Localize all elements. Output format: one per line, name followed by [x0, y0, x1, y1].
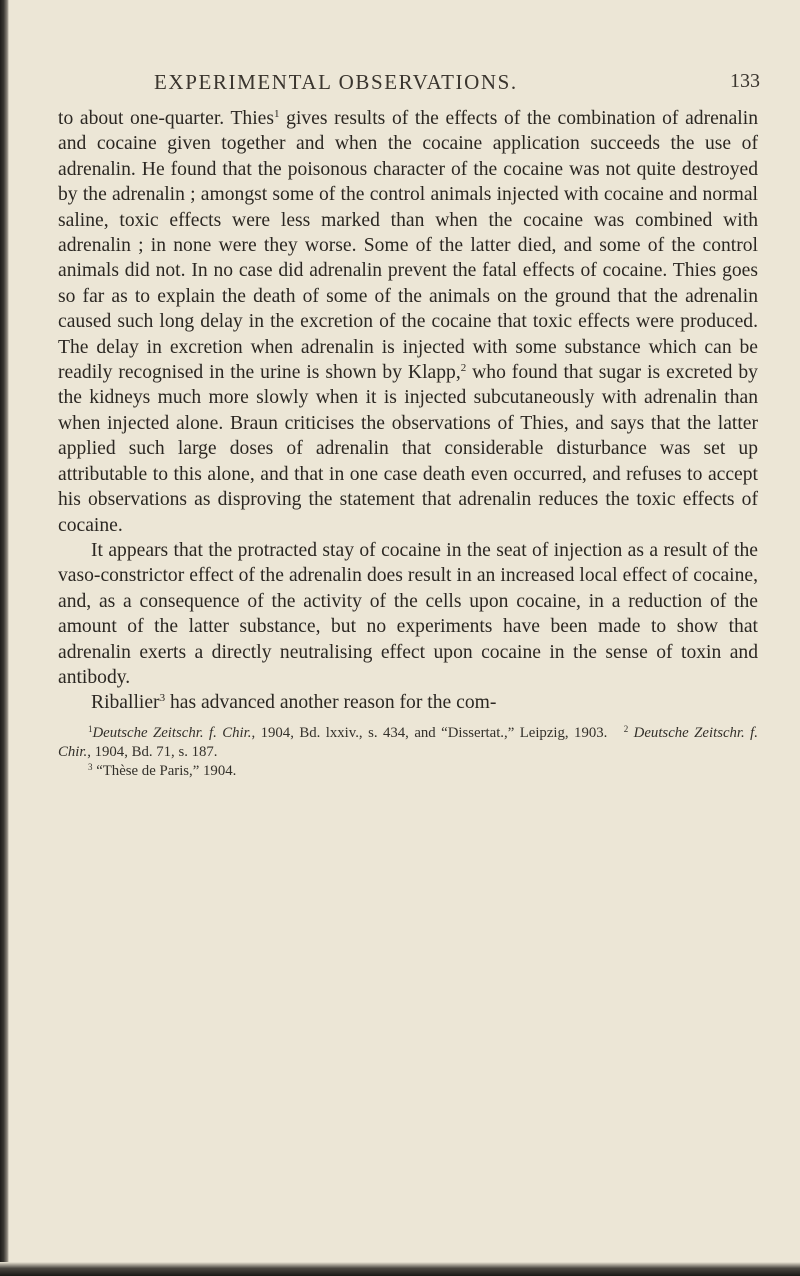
footnote-1-journal: Deutsche Zeitschr. f. Chir. — [92, 724, 252, 741]
footnote-3 — [58, 762, 758, 781]
footnote-ref-1: 1 — [274, 108, 280, 120]
body-text — [58, 106, 758, 716]
book-page — [58, 70, 758, 781]
footnote-ref-2: 2 — [460, 362, 467, 375]
paragraph-1-part-b: gives results of the effects of the combination of adrenalin and cocaine given together and when the cocaine application succeeds the use of adrenalin. He found that the poisonous character of the cocaine was not quite destroyed by the adrenalin ; amongst some of the control animals injected with cocaine and normal saline, toxic effects were less marked than when the cocaine was combined with adrenalin ; in none were they worse. Some of the latter died, and some of the control animals did not. In no case did adrenalin prevent the fatal effects of cocaine. Thies goes so far as to explain the death of some of the animals on the ground that the adrenalin caused such long delay in the excretion of the cocaine that toxic effects were produced. The delay in excretion when adrenalin is injected with some substance which can be readily recognised in the urine is shown by Klapp, — [58, 108, 758, 384]
paragraph-2: It appears that the protracted stay of cocaine in the seat of injection as a result of the vaso-constrictor effect of the adrenalin does result in an increased local effect of cocaine, and, as a consequence of the activity of the cells upon cocaine, in a reduction of the amount of the latter substance, but no experiments have been made to show that adrenalin exerts a directly neutralising effect upon cocaine in the sense of toxin and antibody. — [58, 539, 758, 688]
paragraph-3-part-a: Riballier — [91, 692, 160, 714]
paragraph-1-part-a: to about one-quarter. Thies — [58, 108, 274, 129]
footnote-ref-3: 3 — [159, 692, 166, 705]
paragraph-3 — [58, 690, 758, 715]
footnote-1-number: 1 — [88, 723, 93, 734]
footnote-3-number: 3 — [88, 761, 93, 772]
footnote-2-journal: Deutsche Zeitschr. f. Chir. — [58, 724, 758, 760]
paragraph-3-part-b: has advanced another reason for the com- — [165, 692, 497, 714]
page-binding-shadow — [0, 0, 9, 1276]
page-number: 133 — [730, 70, 760, 92]
running-head — [58, 70, 758, 106]
paragraph-1-part-c: who found that sugar is excreted by the kidneys much more slowly when it is injected subcutaneously with adrenalin than when injected alone. Braun criticises the observations of Thies, and says that the latter applied such large doses of adrenalin that considerable disturbance was set up attributable to this alone, and that in one case death even occurred, and refuses to accept his observations as disproving the statement that adrenalin reduces the toxic effects of cocaine. — [58, 362, 758, 536]
footnotes — [58, 724, 758, 781]
footnote-1-text: , 1904, Bd. lxxiv., s. 434, and “Dissertat.,” Leipzig, 1903. — [251, 724, 608, 741]
footnote-2-number: 2 — [623, 723, 629, 734]
footnote-1-and-2 — [58, 724, 758, 762]
footnote-2-text: , 1904, Bd. 71, s. 187. — [87, 743, 218, 760]
footnote-3-text: “Thèse de Paris,” 1904. — [96, 762, 237, 779]
paragraph-1 — [58, 106, 758, 538]
page-bottom-shadow — [0, 1262, 800, 1276]
running-title: EXPERIMENTAL OBSERVATIONS. — [154, 70, 518, 94]
